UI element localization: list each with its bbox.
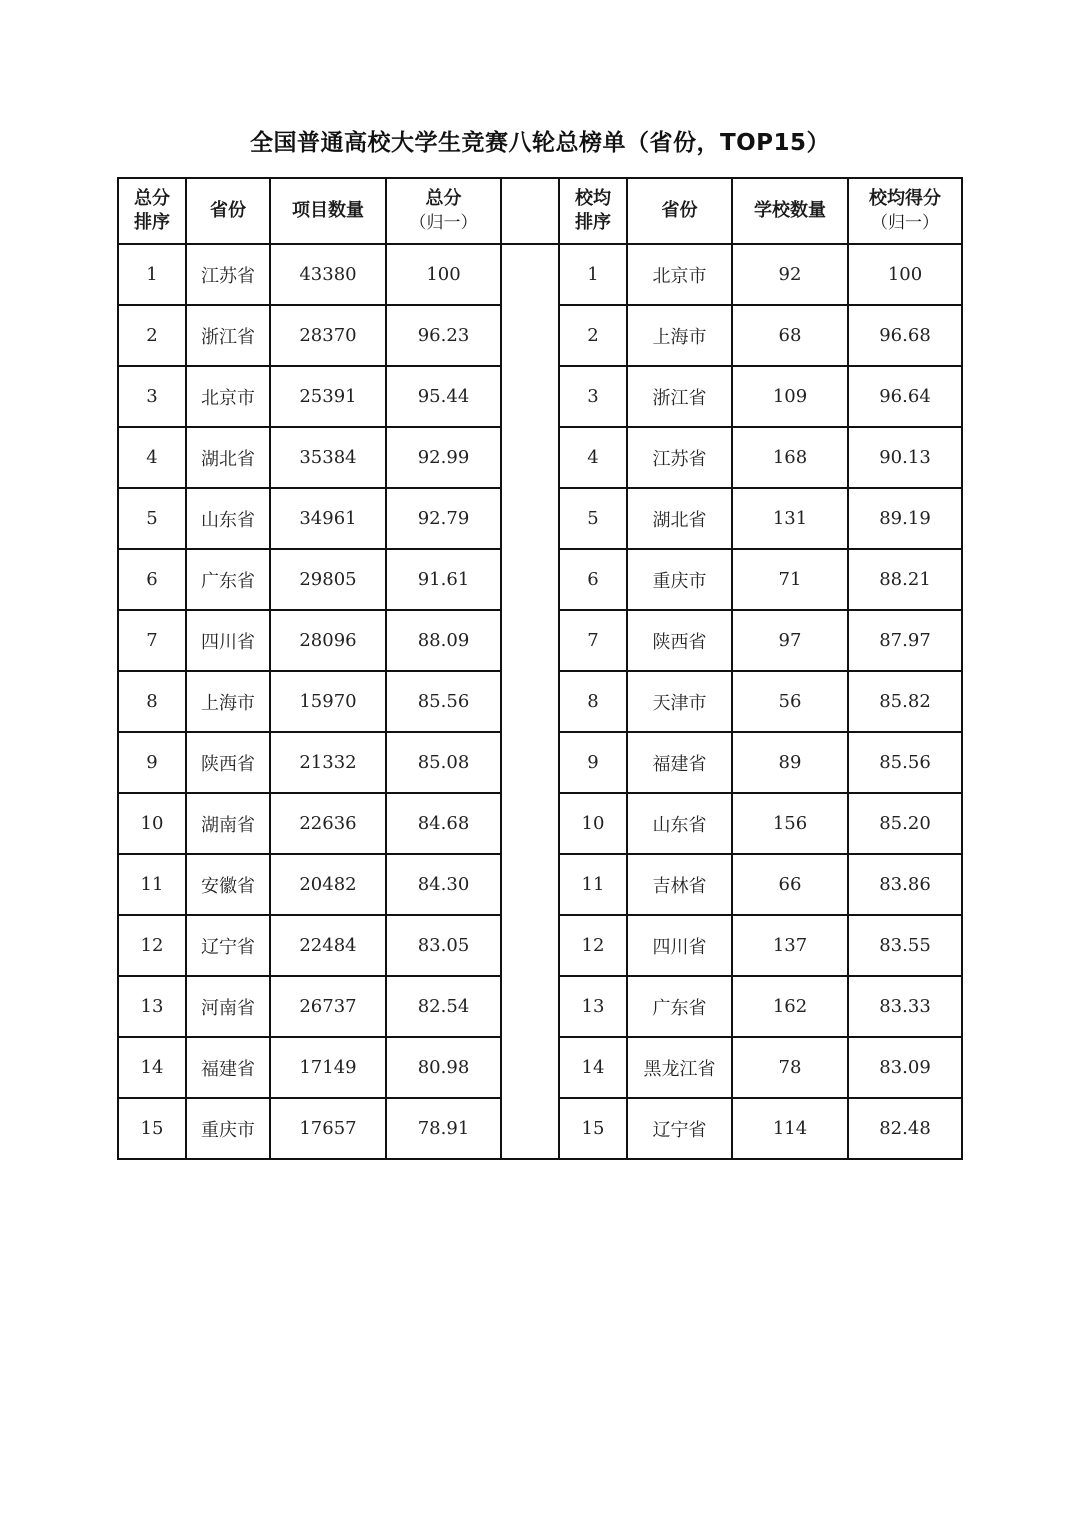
left-count-cell: 28370: [270, 305, 386, 366]
gap-cell: [501, 1037, 559, 1098]
header-province-left: 省份: [186, 178, 270, 244]
right-rank-cell: 9: [559, 732, 627, 793]
left-score-cell: 91.61: [386, 549, 501, 610]
left-province-cell: 浙江省: [186, 305, 270, 366]
gap-cell: [501, 793, 559, 854]
table-row: [118, 1037, 962, 1098]
right-score-cell: 96.64: [848, 366, 962, 427]
left-rank-cell: 5: [118, 488, 186, 549]
left-rank-cell: 6: [118, 549, 186, 610]
header-avg-score: 校均得分 （归一）: [848, 178, 962, 244]
table-row: [118, 976, 962, 1037]
gap-column: [501, 178, 559, 244]
table-row: [118, 366, 962, 427]
header-row: [118, 178, 962, 244]
right-rank-cell: 6: [559, 549, 627, 610]
right-score-cell: 83.33: [848, 976, 962, 1037]
gap-cell: [501, 854, 559, 915]
right-province-cell: 山东省: [627, 793, 732, 854]
right-rank-cell: 3: [559, 366, 627, 427]
right-score-cell: 85.56: [848, 732, 962, 793]
left-province-cell: 重庆市: [186, 1098, 270, 1159]
right-count-cell: 71: [732, 549, 848, 610]
right-province-cell: 浙江省: [627, 366, 732, 427]
left-province-cell: 广东省: [186, 549, 270, 610]
right-rank-cell: 5: [559, 488, 627, 549]
right-province-cell: 湖北省: [627, 488, 732, 549]
header-total-rank: 总分 排序: [118, 178, 186, 244]
left-province-cell: 山东省: [186, 488, 270, 549]
left-rank-cell: 4: [118, 427, 186, 488]
document-title: 全国普通高校大学生竞赛八轮总榜单（省份，TOP15）: [249, 130, 831, 156]
header-school-count: 学校数量: [732, 178, 848, 244]
header-avg-rank: 校均 排序: [559, 178, 627, 244]
right-province-cell: 辽宁省: [627, 1098, 732, 1159]
table-row: [118, 244, 962, 305]
right-count-cell: 97: [732, 610, 848, 671]
right-province-cell: 四川省: [627, 915, 732, 976]
right-count-cell: 66: [732, 854, 848, 915]
left-rank-cell: 3: [118, 366, 186, 427]
table-row: [118, 488, 962, 549]
header-province-right: 省份: [627, 178, 732, 244]
left-province-cell: 辽宁省: [186, 915, 270, 976]
table-row: [118, 915, 962, 976]
right-count-cell: 156: [732, 793, 848, 854]
left-province-cell: 河南省: [186, 976, 270, 1037]
right-rank-cell: 12: [559, 915, 627, 976]
ranking-body: [118, 244, 962, 1159]
right-count-cell: 131: [732, 488, 848, 549]
left-count-cell: 34961: [270, 488, 386, 549]
right-count-cell: 89: [732, 732, 848, 793]
table-row: [118, 549, 962, 610]
gap-cell: [501, 427, 559, 488]
left-rank-cell: 2: [118, 305, 186, 366]
header-total-score: 总分 （归一）: [386, 178, 501, 244]
left-count-cell: 28096: [270, 610, 386, 671]
left-score-cell: 100: [386, 244, 501, 305]
right-rank-cell: 10: [559, 793, 627, 854]
left-count-cell: 35384: [270, 427, 386, 488]
right-count-cell: 109: [732, 366, 848, 427]
left-rank-cell: 15: [118, 1098, 186, 1159]
table-row: [118, 732, 962, 793]
table-row: [118, 671, 962, 732]
left-rank-cell: 10: [118, 793, 186, 854]
left-count-cell: 17657: [270, 1098, 386, 1159]
right-score-cell: 89.19: [848, 488, 962, 549]
left-count-cell: 43380: [270, 244, 386, 305]
left-rank-cell: 13: [118, 976, 186, 1037]
right-score-cell: 82.48: [848, 1098, 962, 1159]
left-count-cell: 22636: [270, 793, 386, 854]
right-province-cell: 北京市: [627, 244, 732, 305]
right-rank-cell: 7: [559, 610, 627, 671]
left-score-cell: 84.68: [386, 793, 501, 854]
left-count-cell: 25391: [270, 366, 386, 427]
left-count-cell: 26737: [270, 976, 386, 1037]
right-rank-cell: 1: [559, 244, 627, 305]
right-count-cell: 56: [732, 671, 848, 732]
gap-cell: [501, 366, 559, 427]
left-province-cell: 湖北省: [186, 427, 270, 488]
left-score-cell: 92.79: [386, 488, 501, 549]
right-score-cell: 85.20: [848, 793, 962, 854]
table-row: [118, 793, 962, 854]
left-province-cell: 四川省: [186, 610, 270, 671]
left-province-cell: 陕西省: [186, 732, 270, 793]
left-count-cell: 21332: [270, 732, 386, 793]
right-count-cell: 78: [732, 1037, 848, 1098]
left-score-cell: 92.99: [386, 427, 501, 488]
right-count-cell: 68: [732, 305, 848, 366]
header-project-count: 项目数量: [270, 178, 386, 244]
right-count-cell: 168: [732, 427, 848, 488]
right-rank-cell: 13: [559, 976, 627, 1037]
left-score-cell: 80.98: [386, 1037, 501, 1098]
left-count-cell: 29805: [270, 549, 386, 610]
table-row: [118, 610, 962, 671]
left-rank-cell: 11: [118, 854, 186, 915]
left-province-cell: 江苏省: [186, 244, 270, 305]
right-rank-cell: 14: [559, 1037, 627, 1098]
right-rank-cell: 11: [559, 854, 627, 915]
right-count-cell: 162: [732, 976, 848, 1037]
right-province-cell: 天津市: [627, 671, 732, 732]
left-count-cell: 22484: [270, 915, 386, 976]
left-rank-cell: 8: [118, 671, 186, 732]
gap-cell: [501, 671, 559, 732]
ranking-table: [117, 177, 963, 1160]
left-count-cell: 15970: [270, 671, 386, 732]
right-province-cell: 上海市: [627, 305, 732, 366]
left-province-cell: 福建省: [186, 1037, 270, 1098]
right-province-cell: 黑龙江省: [627, 1037, 732, 1098]
right-province-cell: 重庆市: [627, 549, 732, 610]
left-province-cell: 安徽省: [186, 854, 270, 915]
gap-cell: [501, 1098, 559, 1159]
left-rank-cell: 12: [118, 915, 186, 976]
right-rank-cell: 8: [559, 671, 627, 732]
gap-cell: [501, 915, 559, 976]
left-count-cell: 20482: [270, 854, 386, 915]
right-score-cell: 96.68: [848, 305, 962, 366]
right-score-cell: 83.86: [848, 854, 962, 915]
right-rank-cell: 15: [559, 1098, 627, 1159]
right-rank-cell: 2: [559, 305, 627, 366]
left-score-cell: 85.56: [386, 671, 501, 732]
left-score-cell: 84.30: [386, 854, 501, 915]
left-rank-cell: 9: [118, 732, 186, 793]
left-score-cell: 85.08: [386, 732, 501, 793]
right-province-cell: 福建省: [627, 732, 732, 793]
gap-cell: [501, 732, 559, 793]
left-count-cell: 17149: [270, 1037, 386, 1098]
left-score-cell: 83.05: [386, 915, 501, 976]
table-row: [118, 1098, 962, 1159]
gap-cell: [501, 488, 559, 549]
table-row: [118, 427, 962, 488]
right-score-cell: 90.13: [848, 427, 962, 488]
left-score-cell: 96.23: [386, 305, 501, 366]
right-score-cell: 83.09: [848, 1037, 962, 1098]
right-score-cell: 85.82: [848, 671, 962, 732]
right-count-cell: 92: [732, 244, 848, 305]
right-province-cell: 陕西省: [627, 610, 732, 671]
right-province-cell: 江苏省: [627, 427, 732, 488]
right-score-cell: 87.97: [848, 610, 962, 671]
left-score-cell: 95.44: [386, 366, 501, 427]
gap-cell: [501, 549, 559, 610]
right-rank-cell: 4: [559, 427, 627, 488]
table-row: [118, 854, 962, 915]
left-rank-cell: 7: [118, 610, 186, 671]
right-score-cell: 100: [848, 244, 962, 305]
left-rank-cell: 1: [118, 244, 186, 305]
gap-cell: [501, 305, 559, 366]
left-score-cell: 78.91: [386, 1098, 501, 1159]
left-province-cell: 北京市: [186, 366, 270, 427]
gap-cell: [501, 244, 559, 305]
right-province-cell: 吉林省: [627, 854, 732, 915]
right-count-cell: 137: [732, 915, 848, 976]
right-score-cell: 88.21: [848, 549, 962, 610]
left-rank-cell: 14: [118, 1037, 186, 1098]
left-score-cell: 82.54: [386, 976, 501, 1037]
right-province-cell: 广东省: [627, 976, 732, 1037]
gap-cell: [501, 610, 559, 671]
left-province-cell: 上海市: [186, 671, 270, 732]
gap-cell: [501, 976, 559, 1037]
table-row: [118, 305, 962, 366]
left-score-cell: 88.09: [386, 610, 501, 671]
right-count-cell: 114: [732, 1098, 848, 1159]
left-province-cell: 湖南省: [186, 793, 270, 854]
right-score-cell: 83.55: [848, 915, 962, 976]
